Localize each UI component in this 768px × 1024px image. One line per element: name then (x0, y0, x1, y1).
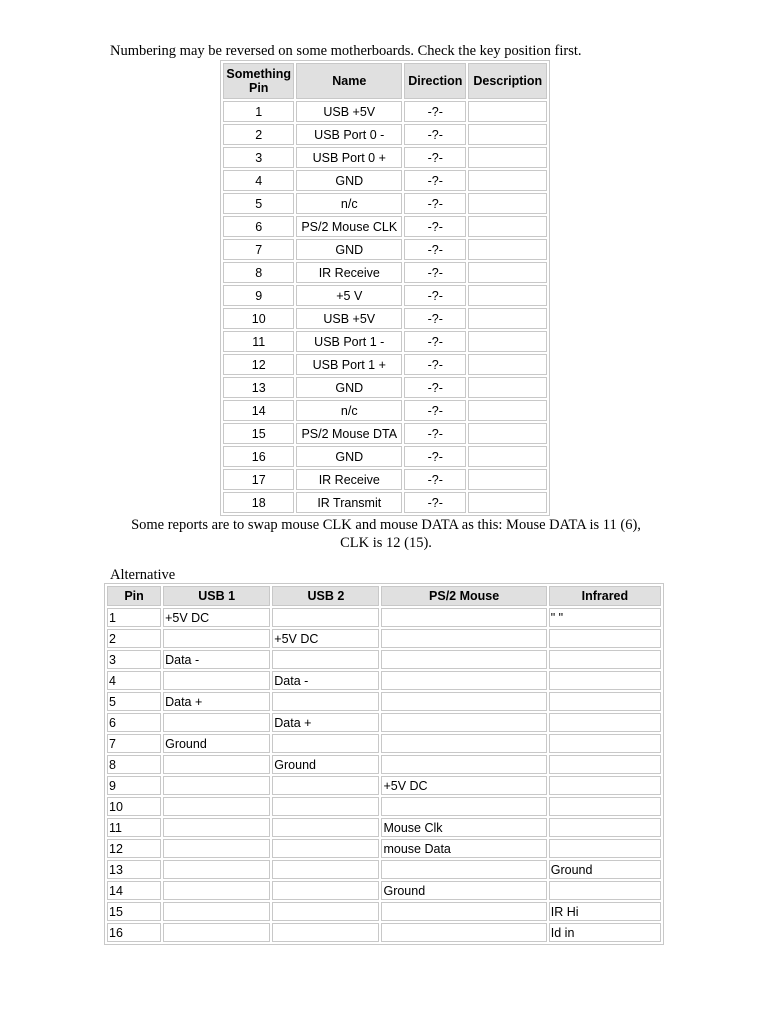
table-row (223, 446, 547, 467)
usb1-cell: Ground (163, 734, 270, 753)
pin-table (220, 60, 550, 516)
infrared-cell (549, 671, 661, 690)
direction-cell: -?- (404, 492, 466, 513)
name-cell: USB Port 0 - (296, 124, 402, 145)
pin-cell: 10 (107, 797, 161, 816)
ps2-mouse-cell: mouse Data (381, 839, 546, 858)
direction-cell: -?- (404, 124, 466, 145)
table-row (223, 147, 547, 168)
pin-cell: 15 (107, 902, 161, 921)
pin-cell: 9 (223, 285, 294, 306)
table-row (107, 881, 661, 900)
ps2-mouse-cell (381, 860, 546, 879)
ps2-mouse-cell: Mouse Clk (381, 818, 546, 837)
ps2-mouse-cell (381, 713, 546, 732)
pin-cell: 16 (107, 923, 161, 942)
table-row (223, 170, 547, 191)
description-cell (468, 446, 547, 467)
usb2-cell: +5V DC (272, 629, 379, 648)
description-cell (468, 308, 547, 329)
ps2-mouse-cell (381, 608, 546, 627)
swap-note-line1: Some reports are to swap mouse CLK and mouse DATA as this: Mouse DATA is 11 (6), (131, 517, 641, 533)
usb1-cell (163, 839, 270, 858)
table-row (223, 262, 547, 283)
usb2-cell: Ground (272, 755, 379, 774)
description-cell (468, 354, 547, 375)
infrared-cell (549, 881, 661, 900)
usb1-cell (163, 629, 270, 648)
table-row (223, 400, 547, 421)
direction-cell: -?- (404, 446, 466, 467)
usb1-cell: Data - (163, 650, 270, 669)
header-ps2-mouse: PS/2 Mouse (381, 586, 546, 606)
direction-cell: -?- (404, 285, 466, 306)
table-row (107, 776, 661, 795)
direction-cell: -?- (404, 331, 466, 352)
table-row (223, 216, 547, 237)
pin-cell: 3 (107, 650, 161, 669)
usb2-cell (272, 734, 379, 753)
usb2-cell (272, 776, 379, 795)
description-cell (468, 377, 547, 398)
header-usb2: USB 2 (272, 586, 379, 606)
usb2-cell: Data - (272, 671, 379, 690)
header-pin: Pin (107, 586, 161, 606)
infrared-cell (549, 692, 661, 711)
pin-cell: 6 (223, 216, 294, 237)
pin-cell: 2 (223, 124, 294, 145)
infrared-cell: " " (549, 608, 661, 627)
usb1-cell (163, 881, 270, 900)
infrared-cell (549, 713, 661, 732)
direction-cell: -?- (404, 216, 466, 237)
alternative-table-body (107, 608, 661, 942)
usb2-cell (272, 902, 379, 921)
alternative-table-header-row (107, 586, 661, 606)
pin-table-header-row (223, 63, 547, 99)
usb2-cell (272, 608, 379, 627)
pin-table-body (223, 101, 547, 513)
table-row (107, 818, 661, 837)
ps2-mouse-cell: Ground (381, 881, 546, 900)
usb2-cell (272, 860, 379, 879)
direction-cell: -?- (404, 308, 466, 329)
pin-cell: 1 (107, 608, 161, 627)
alternative-table (104, 583, 664, 945)
usb2-cell: Data + (272, 713, 379, 732)
table-row (223, 308, 547, 329)
pin-cell: 1 (223, 101, 294, 122)
table-row (223, 124, 547, 145)
name-cell: IR Transmit (296, 492, 402, 513)
ps2-mouse-cell (381, 650, 546, 669)
usb1-cell (163, 923, 270, 942)
description-cell (468, 262, 547, 283)
direction-cell: -?- (404, 469, 466, 490)
infrared-cell (549, 776, 661, 795)
direction-cell: -?- (404, 193, 466, 214)
infrared-cell (549, 839, 661, 858)
infrared-cell (549, 629, 661, 648)
table-row (107, 671, 661, 690)
direction-cell: -?- (404, 377, 466, 398)
pin-cell: 6 (107, 713, 161, 732)
usb1-cell (163, 818, 270, 837)
pin-cell: 4 (107, 671, 161, 690)
usb1-cell (163, 713, 270, 732)
header-something-pin-line1: Something (226, 67, 292, 81)
header-direction: Direction (404, 63, 466, 99)
description-cell (468, 124, 547, 145)
name-cell: GND (296, 170, 402, 191)
usb2-cell (272, 839, 379, 858)
usb1-cell (163, 755, 270, 774)
header-something-pin (223, 63, 294, 99)
pin-cell: 14 (223, 400, 294, 421)
table-row (107, 713, 661, 732)
table-row (107, 629, 661, 648)
pin-cell: 11 (107, 818, 161, 837)
usb1-cell (163, 860, 270, 879)
table-row (107, 650, 661, 669)
direction-cell: -?- (404, 101, 466, 122)
alternative-label: Alternative (110, 567, 176, 583)
usb2-cell (272, 881, 379, 900)
pin-cell: 3 (223, 147, 294, 168)
usb1-cell (163, 776, 270, 795)
pin-cell: 14 (107, 881, 161, 900)
header-infrared: Infrared (549, 586, 661, 606)
infrared-cell (549, 734, 661, 753)
name-cell: USB Port 1 - (296, 331, 402, 352)
ps2-mouse-cell (381, 797, 546, 816)
pin-cell: 5 (223, 193, 294, 214)
table-row (107, 692, 661, 711)
pin-cell: 8 (223, 262, 294, 283)
table-row (223, 239, 547, 260)
direction-cell: -?- (404, 423, 466, 444)
name-cell: n/c (296, 193, 402, 214)
usb1-cell (163, 797, 270, 816)
name-cell: +5 V (296, 285, 402, 306)
description-cell (468, 101, 547, 122)
name-cell: PS/2 Mouse CLK (296, 216, 402, 237)
infrared-cell (549, 650, 661, 669)
description-cell (468, 216, 547, 237)
pin-cell: 16 (223, 446, 294, 467)
direction-cell: -?- (404, 147, 466, 168)
ps2-mouse-cell (381, 692, 546, 711)
name-cell: USB Port 0 + (296, 147, 402, 168)
ps2-mouse-cell (381, 923, 546, 942)
name-cell: IR Receive (296, 469, 402, 490)
infrared-cell (549, 755, 661, 774)
pin-cell: 8 (107, 755, 161, 774)
ps2-mouse-cell (381, 671, 546, 690)
usb1-cell (163, 902, 270, 921)
table-row (107, 608, 661, 627)
name-cell: USB +5V (296, 101, 402, 122)
header-usb1: USB 1 (163, 586, 270, 606)
name-cell: GND (296, 446, 402, 467)
pin-cell: 17 (223, 469, 294, 490)
direction-cell: -?- (404, 400, 466, 421)
infrared-cell: Id in (549, 923, 661, 942)
direction-cell: -?- (404, 354, 466, 375)
table-row (223, 354, 547, 375)
table-row (223, 193, 547, 214)
pin-cell: 10 (223, 308, 294, 329)
header-name: Name (296, 63, 402, 99)
header-something-pin-line2: Pin (248, 81, 269, 95)
swap-note (104, 516, 668, 552)
pin-cell: 13 (107, 860, 161, 879)
table-row (223, 377, 547, 398)
swap-note-line2: CLK is 12 (15). (340, 535, 432, 551)
pin-cell: 18 (223, 492, 294, 513)
description-cell (468, 193, 547, 214)
table-row (107, 860, 661, 879)
table-row (223, 285, 547, 306)
ps2-mouse-cell (381, 755, 546, 774)
description-cell (468, 331, 547, 352)
infrared-cell (549, 797, 661, 816)
ps2-mouse-cell: +5V DC (381, 776, 546, 795)
description-cell (468, 492, 547, 513)
infrared-cell: Ground (549, 860, 661, 879)
usb1-cell (163, 671, 270, 690)
usb2-cell (272, 923, 379, 942)
pin-cell: 11 (223, 331, 294, 352)
usb1-cell: Data + (163, 692, 270, 711)
usb2-cell (272, 692, 379, 711)
name-cell: GND (296, 377, 402, 398)
usb1-cell: +5V DC (163, 608, 270, 627)
name-cell: GND (296, 239, 402, 260)
pin-cell: 5 (107, 692, 161, 711)
table-row (107, 839, 661, 858)
ps2-mouse-cell (381, 902, 546, 921)
pin-cell: 4 (223, 170, 294, 191)
direction-cell: -?- (404, 262, 466, 283)
usb2-cell (272, 650, 379, 669)
name-cell: USB +5V (296, 308, 402, 329)
pin-cell: 9 (107, 776, 161, 795)
table-row (223, 492, 547, 513)
description-cell (468, 239, 547, 260)
name-cell: USB Port 1 + (296, 354, 402, 375)
header-description: Description (468, 63, 547, 99)
table-row (107, 902, 661, 921)
pin-cell: 15 (223, 423, 294, 444)
table-row (223, 423, 547, 444)
direction-cell: -?- (404, 239, 466, 260)
table-row (107, 923, 661, 942)
table-row (223, 469, 547, 490)
usb2-cell (272, 818, 379, 837)
infrared-cell: IR Hi (549, 902, 661, 921)
usb2-cell (272, 797, 379, 816)
name-cell: IR Receive (296, 262, 402, 283)
infrared-cell (549, 818, 661, 837)
pin-cell: 12 (107, 839, 161, 858)
description-cell (468, 423, 547, 444)
ps2-mouse-cell (381, 734, 546, 753)
pin-cell: 12 (223, 354, 294, 375)
table-row (107, 734, 661, 753)
name-cell: PS/2 Mouse DTA (296, 423, 402, 444)
intro-text: Numbering may be reversed on some motherboards. Check the key position first. (110, 43, 582, 59)
ps2-mouse-cell (381, 629, 546, 648)
description-cell (468, 147, 547, 168)
table-row (107, 797, 661, 816)
direction-cell: -?- (404, 170, 466, 191)
pin-cell: 7 (223, 239, 294, 260)
description-cell (468, 469, 547, 490)
pin-cell: 2 (107, 629, 161, 648)
description-cell (468, 400, 547, 421)
description-cell (468, 170, 547, 191)
description-cell (468, 285, 547, 306)
table-row (223, 101, 547, 122)
table-row (223, 331, 547, 352)
pin-cell: 13 (223, 377, 294, 398)
name-cell: n/c (296, 400, 402, 421)
table-row (107, 755, 661, 774)
pin-cell: 7 (107, 734, 161, 753)
